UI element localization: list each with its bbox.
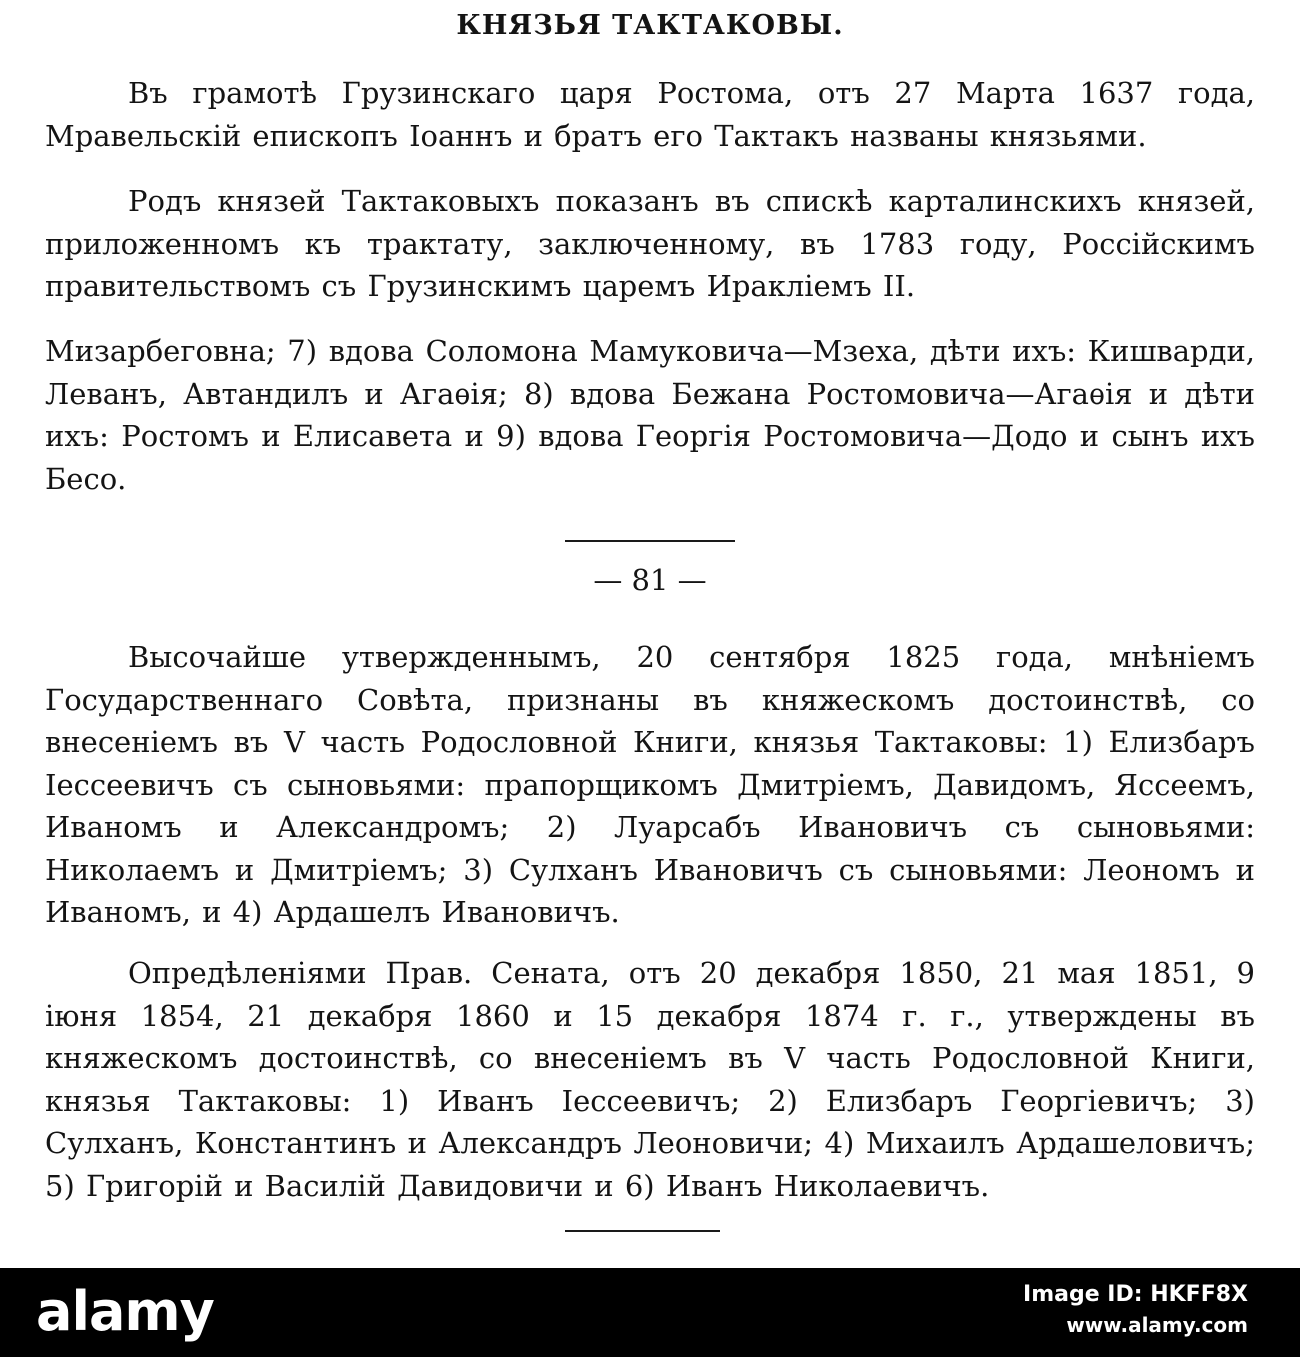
image-id: Image ID: HKFF8X	[1023, 1282, 1248, 1307]
paragraph-treaty: Родъ князей Тактаковыхъ показанъ въ спискѣ карталинскихъ князей, приложенномъ къ трактату, заключенному, въ 1783 году, Россійскимъ правительствомъ съ Грузинскимъ царемъ Иракліемъ II.	[45, 184, 1255, 303]
page-number: — 81 —	[593, 563, 707, 597]
watermark-meta	[1023, 1282, 1248, 1337]
paragraph-charter: Въ грамотѣ Грузинскаго царя Ростома, отъ 27 Марта 1637 года, Мравельскій епископъ Іоаннъ и братъ его Тактакъ названы князьями.	[45, 76, 1255, 153]
watermark-bar	[0, 1268, 1300, 1357]
document-title: КНЯЗЬЯ ТАКТАКОВЫ.	[456, 10, 844, 41]
paragraph-widows: Мизарбеговна; 7) вдова Соломона Мамуковича—Мзеха, дѣти ихъ: Кишварди, Леванъ, Автандилъ и Агаѳія; 8) вдова Бежана Ростомовича—Агаѳія и дѣти ихъ: Ростомъ и Елисавета и 9) вдова Георгія Ростомовича—Додо и сынъ ихъ Бесо.	[45, 334, 1255, 496]
alamy-logo: alamy	[36, 1280, 214, 1343]
site-url: www.alamy.com	[1066, 1313, 1248, 1337]
section-divider-top	[565, 540, 735, 542]
paragraph-council-1825: Высочайше утвержденнымъ, 20 сентября 1825 года, мнѣніемъ Государственнаго Совѣта, признаны въ княжескомъ достоинствѣ, со внесеніемъ въ V часть Родословной Книги, князья Тактаковы: 1) Елизбаръ Іессеевичъ съ сыновьями: прапорщикомъ Дмитріемъ, Давидомъ, Яссеемъ, Иваномъ и Александромъ; 2) Луарсабъ Ивановичъ съ сыновьями: Николаемъ и Дмитріемъ; 3) Сулханъ Ивановичъ съ сыновьями: Леономъ и Иваномъ, и 4) Ардашелъ Ивановичъ.	[45, 640, 1255, 929]
paragraph-senate: Опредѣленіями Прав. Сената, отъ 20 декабря 1850, 21 мая 1851, 9 іюня 1854, 21 декабря 1860 и 15 декабря 1874 г. г., утверждены въ княжескомъ достоинствѣ, со внесеніемъ въ V часть Родословной Книги, князья Тактаковы: 1) Иванъ Іессеевичъ; 2) Елизбаръ Георгіевичъ; 3) Сулханъ, Константинъ и Александръ Леоновичи; 4) Михаилъ Ардашеловичъ; 5) Григорій и Василій Давидовичи и 6) Иванъ Николаевичъ.	[45, 956, 1255, 1203]
section-divider-bottom	[565, 1230, 720, 1232]
